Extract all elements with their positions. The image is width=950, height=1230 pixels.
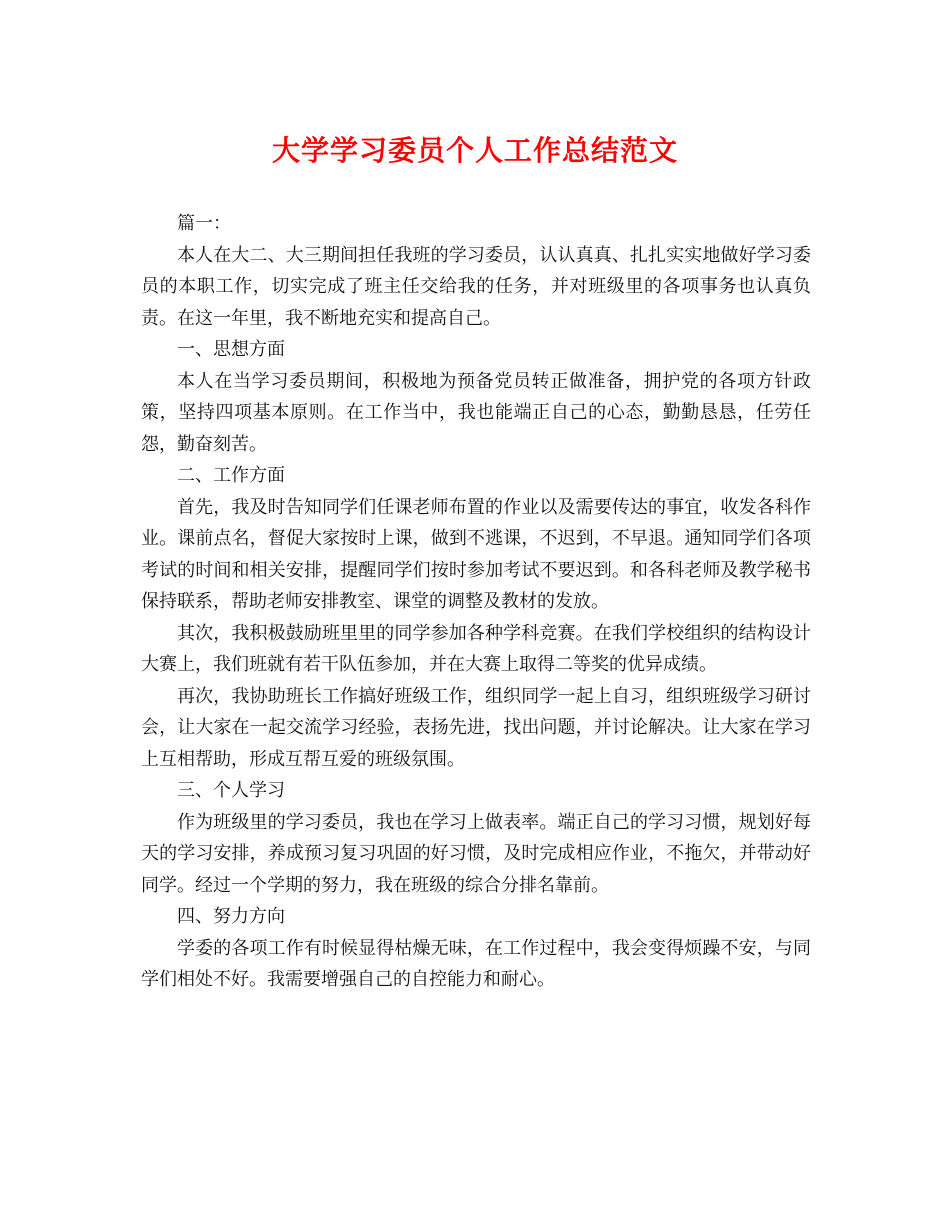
- paragraph-thought: 本人在当学习委员期间，积极地为预备党员转正做准备，拥护党的各项方针政策，坚持四项基本原则。在工作当中，我也能端正自己的心态，勤勤恳恳，任劳任怨，勤奋刻苦。: [141, 370, 811, 455]
- section-heading-study: 三、个人学习: [177, 780, 285, 801]
- paragraph-direction: 学委的各项工作有时候显得枯燥无味，在工作过程中，我会变得烦躁不安，与同学们相处不好。我需要增强自己的自控能力和耐心。: [141, 937, 811, 990]
- document-body: [141, 208, 811, 996]
- document-title: 大学学习委员个人工作总结范文: [271, 134, 678, 167]
- section-heading-direction: 四、努力方向: [177, 906, 285, 927]
- section-heading-work: 二、工作方面: [177, 465, 285, 486]
- intro-paragraph: 本人在大二、大三期间担任我班的学习委员，认认真真、扎扎实实地做好学习委员的本职工作，切实完成了班主任交给我的任务，并对班级里的各项事务也认真负责。在这一年里，我不断地充实和提高自己。: [141, 244, 811, 329]
- paragraph-study: 作为班级里的学习委员，我也在学习上做表率。端正自己的学习习惯，规划好每天的学习安排，养成预习复习巩固的好习惯，及时完成相应作业，不拖欠，并带动好同学。经过一个学期的努力，我在班级的综合分排名靠前。: [141, 811, 811, 896]
- paragraph-work-first: 首先，我及时告知同学们任课老师布置的作业以及需要传达的事宜，收发各科作业。课前点名，督促大家按时上课，做到不逃课，不迟到，不早退。通知同学们各项考试的时间和相关安排，提醒同学们按时参加考试不要迟到。和各科老师及教学秘书保持联系，帮助老师安排教室、课堂的调整及教材的发放。: [141, 496, 811, 612]
- section-label: 篇一：: [177, 213, 231, 234]
- section-heading-thought: 一、思想方面: [177, 339, 285, 360]
- paragraph-work-second: 其次，我积极鼓励班里里的同学参加各种学科竞赛。在我们学校组织的结构设计大赛上，我们班就有若干队伍参加，并在大赛上取得二等奖的优异成绩。: [141, 622, 811, 675]
- paragraph-work-third: 再次，我协助班长工作搞好班级工作，组织同学一起上自习，组织班级学习研讨会，让大家在一起交流学习经验，表扬先进，找出问题，并讨论解决。让大家在学习上互相帮助，形成互帮互爱的班级氛围。: [141, 685, 811, 770]
